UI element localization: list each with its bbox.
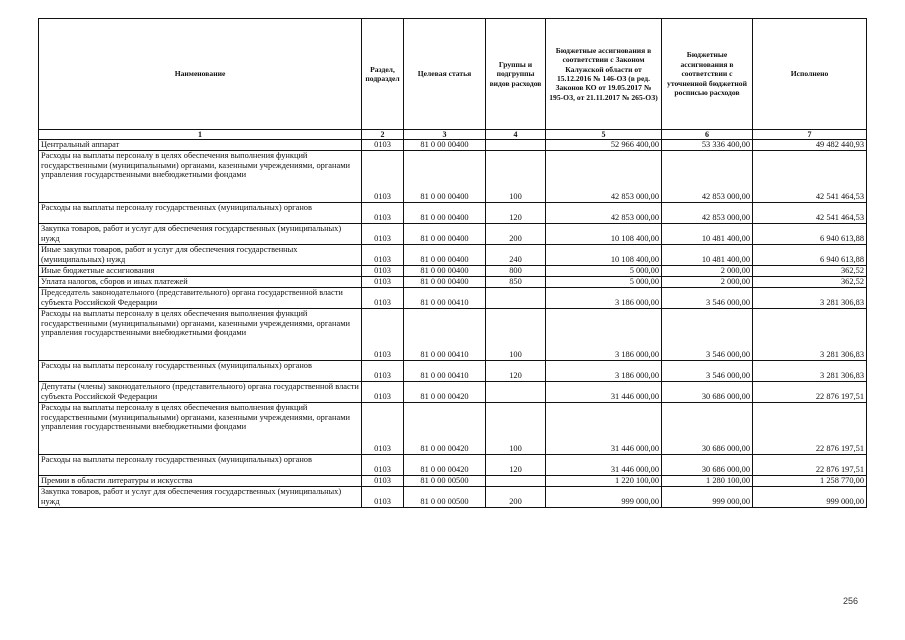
row-executed: 999 000,00 [753,487,867,508]
row-target-item: 81 0 00 00420 [404,382,486,403]
row-target-item: 81 0 00 00410 [404,361,486,382]
row-section: 0103 [362,224,404,245]
row-law-allocation: 1 220 100,00 [546,476,662,487]
row-section: 0103 [362,361,404,382]
row-target-item: 81 0 00 00400 [404,224,486,245]
row-expense-group [486,140,546,151]
row-refined-allocation: 30 686 000,00 [662,403,753,455]
row-expense-group: 120 [486,361,546,382]
row-section: 0103 [362,140,404,151]
row-executed: 49 482 440,93 [753,140,867,151]
row-law-allocation: 52 966 400,00 [546,140,662,151]
table-row [39,361,867,382]
row-law-allocation: 3 186 000,00 [546,361,662,382]
row-name: Расходы на выплаты персоналу государственных (муниципальных) органов [39,455,362,476]
header-executed: Исполнено [753,19,867,130]
row-law-allocation: 5 000,00 [546,266,662,277]
row-executed: 3 281 306,83 [753,309,867,361]
header-law-allocation: Бюджетные ассигнования в соответствии с Законом Калужской области от 15.12.2016 № 146-ОЗ (в ред. Законов КО от 19.05.2017 № 195-ОЗ, от 21.11.2017 № 265-ОЗ) [546,19,662,130]
table-row [39,224,867,245]
row-refined-allocation: 30 686 000,00 [662,455,753,476]
row-executed: 362,52 [753,277,867,288]
row-target-item: 81 0 00 00400 [404,203,486,224]
row-section: 0103 [362,403,404,455]
row-refined-allocation: 10 481 400,00 [662,224,753,245]
row-executed: 3 281 306,83 [753,361,867,382]
row-refined-allocation: 3 546 000,00 [662,288,753,309]
row-target-item: 81 0 00 00420 [404,455,486,476]
row-expense-group: 120 [486,203,546,224]
row-refined-allocation: 999 000,00 [662,487,753,508]
row-target-item: 81 0 00 00410 [404,309,486,361]
row-target-item: 81 0 00 00400 [404,151,486,203]
row-law-allocation: 42 853 000,00 [546,203,662,224]
row-name: Председатель законодательного (представительного) органа государственной власти субъекта Российской Федерации [39,288,362,309]
row-expense-group: 100 [486,309,546,361]
row-law-allocation: 31 446 000,00 [546,403,662,455]
column-number: 4 [486,130,546,140]
row-expense-group: 100 [486,403,546,455]
row-target-item: 81 0 00 00500 [404,476,486,487]
row-expense-group: 240 [486,245,546,266]
row-section: 0103 [362,487,404,508]
header-name: Наименование [39,19,362,130]
row-name: Расходы на выплаты персоналу государственных (муниципальных) органов [39,361,362,382]
row-section: 0103 [362,151,404,203]
row-refined-allocation: 3 546 000,00 [662,361,753,382]
table-row [39,266,867,277]
table-row [39,403,867,455]
row-law-allocation: 42 853 000,00 [546,151,662,203]
row-name: Центральный аппарат [39,140,362,151]
row-expense-group: 850 [486,277,546,288]
row-name: Расходы на выплаты персоналу в целях обеспечения выполнения функций государственными (муниципальными) органами, казенными учреждениями, органами управления государственными внебюджетными фондами [39,309,362,361]
row-executed: 22 876 197,51 [753,382,867,403]
row-name: Закупка товаров, работ и услуг для обеспечения государственных (муниципальных) нужд [39,224,362,245]
row-name: Расходы на выплаты персоналу в целях обеспечения выполнения функций государственными (муниципальными) органами, казенными учреждениями, органами управления государственными внебюджетными фондами [39,403,362,455]
row-section: 0103 [362,476,404,487]
table-row [39,455,867,476]
row-target-item: 81 0 00 00420 [404,403,486,455]
row-refined-allocation: 30 686 000,00 [662,382,753,403]
table-row [39,277,867,288]
row-refined-allocation: 2 000,00 [662,277,753,288]
header-expense-group: Группы и подгруппы видов расходов [486,19,546,130]
column-number: 1 [39,130,362,140]
row-refined-allocation: 53 336 400,00 [662,140,753,151]
budget-execution-table [38,18,867,508]
table-row [39,487,867,508]
row-expense-group: 120 [486,455,546,476]
row-expense-group [486,288,546,309]
row-law-allocation: 10 108 400,00 [546,224,662,245]
row-executed: 362,52 [753,266,867,277]
row-section: 0103 [362,266,404,277]
row-refined-allocation: 42 853 000,00 [662,203,753,224]
row-expense-group: 200 [486,487,546,508]
row-expense-group: 800 [486,266,546,277]
row-section: 0103 [362,309,404,361]
row-executed: 42 541 464,53 [753,151,867,203]
row-law-allocation: 31 446 000,00 [546,382,662,403]
row-executed: 6 940 613,88 [753,245,867,266]
row-law-allocation: 3 186 000,00 [546,309,662,361]
row-expense-group [486,382,546,403]
column-number: 3 [404,130,486,140]
row-law-allocation: 10 108 400,00 [546,245,662,266]
row-executed: 22 876 197,51 [753,403,867,455]
row-name: Закупка товаров, работ и услуг для обеспечения государственных (муниципальных) нужд [39,487,362,508]
row-name: Уплата налогов, сборов и иных платежей [39,277,362,288]
row-section: 0103 [362,277,404,288]
row-refined-allocation: 10 481 400,00 [662,245,753,266]
row-name: Депутаты (члены) законодательного (представительного) органа государственной власти субъекта Российской Федерации [39,382,362,403]
row-executed: 3 281 306,83 [753,288,867,309]
table-row [39,309,867,361]
row-name: Расходы на выплаты персоналу государственных (муниципальных) органов [39,203,362,224]
table-row [39,288,867,309]
table-row [39,245,867,266]
row-section: 0103 [362,288,404,309]
row-expense-group: 200 [486,224,546,245]
header-row [39,19,867,130]
row-expense-group: 100 [486,151,546,203]
row-section: 0103 [362,382,404,403]
header-target-item: Целевая статья [404,19,486,130]
row-section: 0103 [362,245,404,266]
row-name: Иные бюджетные ассигнования [39,266,362,277]
header-refined-allocation: Бюджетные ассигнования в соответствии с уточненной бюджетной росписью расходов [662,19,753,130]
column-number-row [39,130,867,140]
row-refined-allocation: 2 000,00 [662,266,753,277]
row-section: 0103 [362,455,404,476]
row-section: 0103 [362,203,404,224]
table-row [39,203,867,224]
row-executed: 1 258 770,00 [753,476,867,487]
row-target-item: 81 0 00 00500 [404,487,486,508]
row-target-item: 81 0 00 00400 [404,140,486,151]
row-refined-allocation: 1 280 100,00 [662,476,753,487]
row-target-item: 81 0 00 00400 [404,245,486,266]
column-number: 2 [362,130,404,140]
column-number: 5 [546,130,662,140]
row-law-allocation: 5 000,00 [546,277,662,288]
row-name: Иные закупки товаров, работ и услуг для обеспечения государственных (муниципальных) нужд [39,245,362,266]
page-number: 256 [843,596,859,606]
table-row [39,140,867,151]
row-name: Премии в области литературы и искусства [39,476,362,487]
column-number: 6 [662,130,753,140]
table-row [39,382,867,403]
column-number: 7 [753,130,867,140]
row-name: Расходы на выплаты персоналу в целях обеспечения выполнения функций государственными (муниципальными) органами, казенными учреждениями, органами управления государственными внебюджетными фондами [39,151,362,203]
row-executed: 6 940 613,88 [753,224,867,245]
row-target-item: 81 0 00 00410 [404,288,486,309]
row-target-item: 81 0 00 00400 [404,266,486,277]
row-target-item: 81 0 00 00400 [404,277,486,288]
row-law-allocation: 999 000,00 [546,487,662,508]
row-executed: 42 541 464,53 [753,203,867,224]
row-executed: 22 876 197,51 [753,455,867,476]
row-law-allocation: 31 446 000,00 [546,455,662,476]
table-row [39,476,867,487]
row-refined-allocation: 3 546 000,00 [662,309,753,361]
row-refined-allocation: 42 853 000,00 [662,151,753,203]
row-law-allocation: 3 186 000,00 [546,288,662,309]
header-section: Раздел, подраздел [362,19,404,130]
table-row [39,151,867,203]
row-expense-group [486,476,546,487]
